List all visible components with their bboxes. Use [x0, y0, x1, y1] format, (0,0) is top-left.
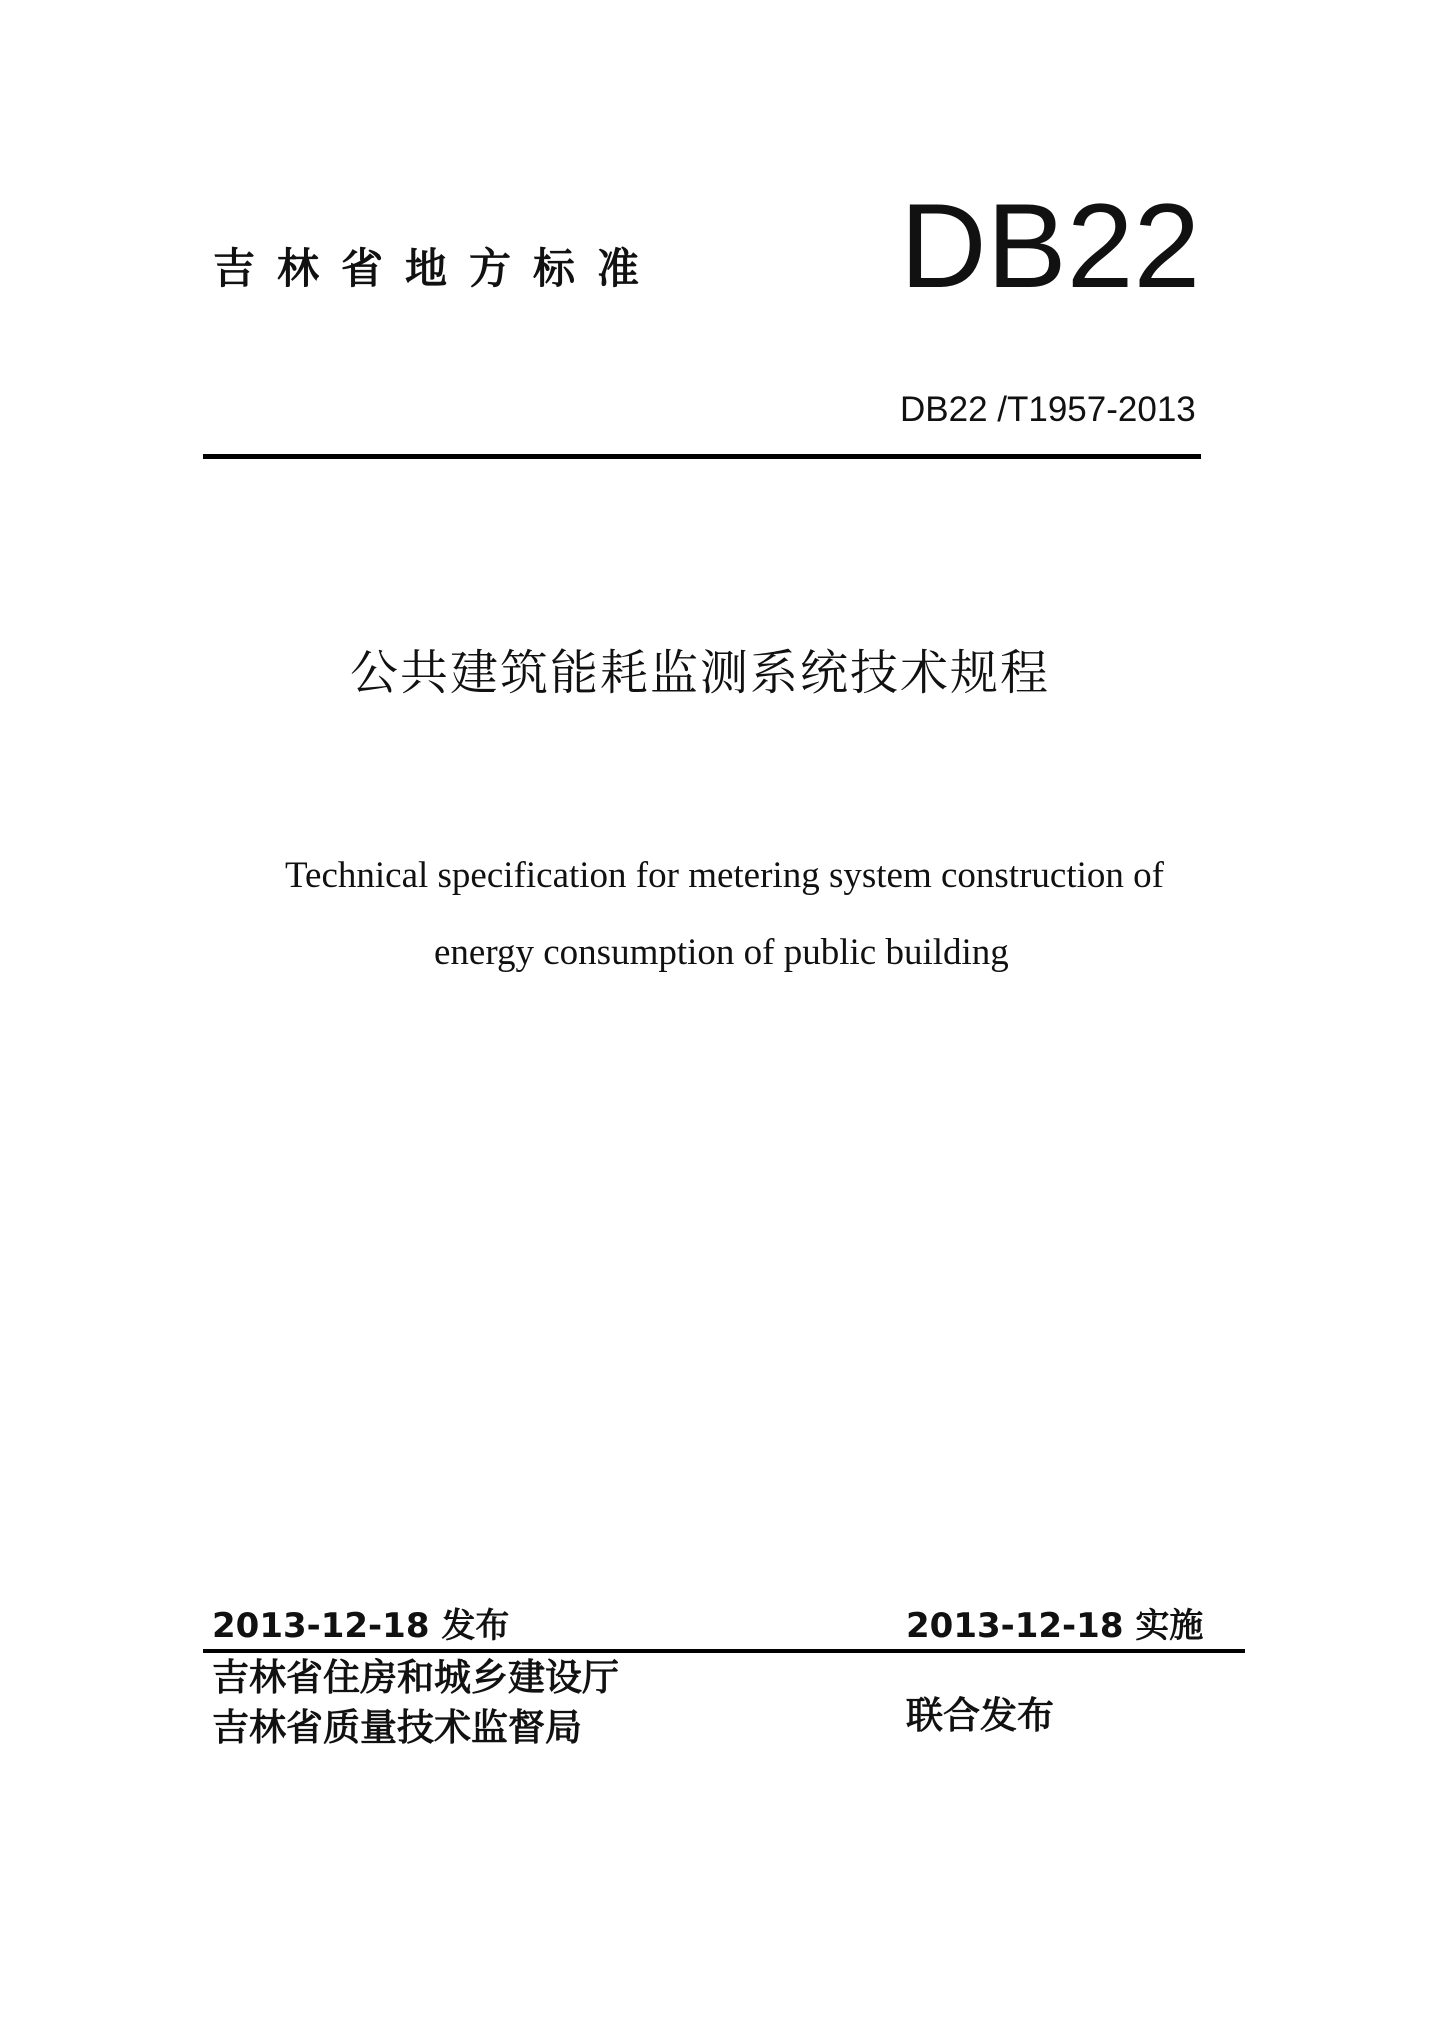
- footer-divider: [203, 1649, 1245, 1653]
- document-title-english-line1: Technical specification for metering system construction of: [285, 855, 1164, 896]
- publish-date: 2013-12-18 发布: [212, 1606, 510, 1646]
- standard-category: 吉林省地方标准: [213, 244, 662, 293]
- document-title-chinese: 公共建筑能耗监测系统技术规程: [350, 645, 1051, 701]
- header-divider: [203, 454, 1201, 459]
- standard-prefix-logo: DB22: [900, 179, 1201, 313]
- implement-date: 2013-12-18 实施: [906, 1606, 1204, 1646]
- joint-issue-label: 联合发布: [906, 1694, 1054, 1737]
- document-title-english-line2: energy consumption of public building: [434, 932, 1009, 973]
- issuer: 吉林省住房和城乡建设厅: [212, 1656, 619, 1699]
- issuer: 吉林省质量技术监督局: [212, 1706, 582, 1749]
- standard-number: DB22 /T1957-2013: [900, 390, 1196, 429]
